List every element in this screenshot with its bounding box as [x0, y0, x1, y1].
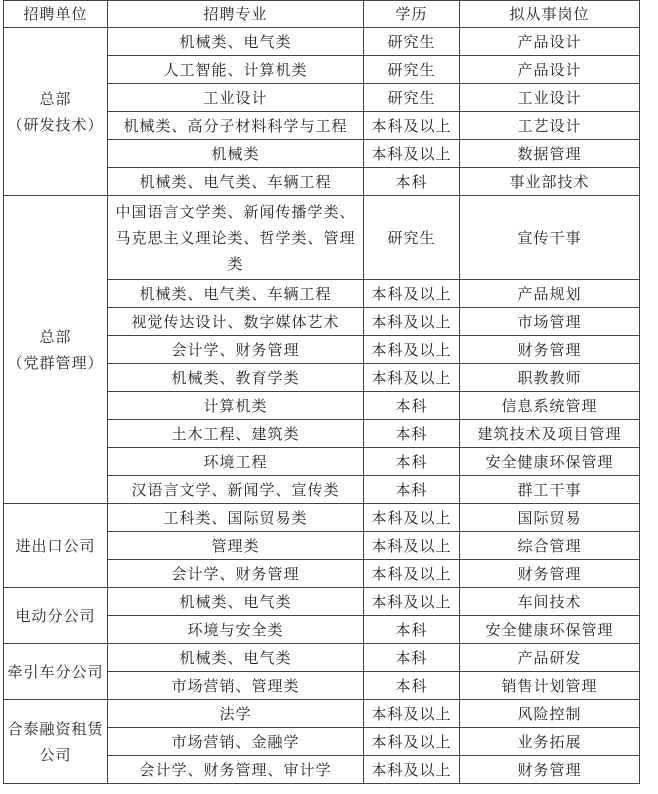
major-cell: 计算机类: [108, 392, 364, 420]
position-cell: 安全健康环保管理: [460, 448, 640, 476]
position-cell: 产品研发: [460, 644, 640, 672]
table-row: [4, 196, 640, 280]
major-cell: 市场营销、金融学: [108, 728, 364, 756]
position-cell: 事业部技术: [460, 168, 640, 196]
major-cell: 机械类、高分子材料科学与工程: [108, 112, 364, 140]
major-cell: 环境与安全类: [108, 616, 364, 644]
major-cell: 机械类、电气类: [108, 588, 364, 616]
header-unit: 招聘单位: [4, 1, 108, 28]
degree-cell: 本科: [364, 392, 460, 420]
degree-cell: 本科: [364, 644, 460, 672]
degree-cell: 本科及以上: [364, 532, 460, 560]
major-cell: 人工智能、计算机类: [108, 56, 364, 84]
position-cell: 产品规划: [460, 280, 640, 308]
major-cell: 视觉传达设计、数字媒体艺术: [108, 308, 364, 336]
major-cell: 工科类、国际贸易类: [108, 504, 364, 532]
major-cell: 机械类、教育学类: [108, 364, 364, 392]
major-cell: 市场营销、管理类: [108, 672, 364, 700]
unit-cell: 总部 （党群管理）: [4, 196, 108, 504]
major-cell: 机械类、电气类: [108, 644, 364, 672]
position-cell: 工艺设计: [460, 112, 640, 140]
position-cell: 市场管理: [460, 308, 640, 336]
major-cell: 管理类: [108, 532, 364, 560]
position-cell: 风险控制: [460, 700, 640, 728]
degree-cell: 本科及以上: [364, 700, 460, 728]
table-row: [4, 28, 640, 56]
degree-cell: 本科及以上: [364, 308, 460, 336]
degree-cell: 研究生: [364, 196, 460, 280]
degree-cell: 本科及以上: [364, 588, 460, 616]
position-cell: 群工干事: [460, 476, 640, 504]
header-row: [4, 1, 640, 28]
degree-cell: 本科及以上: [364, 112, 460, 140]
position-cell: 安全健康环保管理: [460, 616, 640, 644]
position-cell: 产品设计: [460, 56, 640, 84]
degree-cell: 本科及以上: [364, 756, 460, 784]
major-cell: 法学: [108, 700, 364, 728]
position-cell: 综合管理: [460, 532, 640, 560]
position-cell: 宣传干事: [460, 196, 640, 280]
major-cell: 机械类、电气类、车辆工程: [108, 168, 364, 196]
header-position: 拟从事岗位: [460, 1, 640, 28]
degree-cell: 本科及以上: [364, 560, 460, 588]
major-cell: 汉语言文学、新闻学、宣传类: [108, 476, 364, 504]
recruitment-table: [3, 0, 640, 784]
unit-cell: 进出口公司: [4, 504, 108, 588]
position-cell: 产品设计: [460, 28, 640, 56]
degree-cell: 本科及以上: [364, 280, 460, 308]
degree-cell: 本科及以上: [364, 364, 460, 392]
header-degree: 学历: [364, 1, 460, 28]
major-cell: 机械类: [108, 140, 364, 168]
position-cell: 数据管理: [460, 140, 640, 168]
major-cell: 机械类、电气类、车辆工程: [108, 280, 364, 308]
degree-cell: 本科及以上: [364, 728, 460, 756]
degree-cell: 本科及以上: [364, 504, 460, 532]
table-row: [4, 504, 640, 532]
unit-cell: 总部 （研发技术）: [4, 28, 108, 196]
position-cell: 职教教师: [460, 364, 640, 392]
position-cell: 财务管理: [460, 560, 640, 588]
position-cell: 业务拓展: [460, 728, 640, 756]
header-major: 招聘专业: [108, 1, 364, 28]
major-cell: 会计学、财务管理: [108, 336, 364, 364]
position-cell: 财务管理: [460, 756, 640, 784]
degree-cell: 本科: [364, 476, 460, 504]
degree-cell: 本科及以上: [364, 336, 460, 364]
degree-cell: 研究生: [364, 28, 460, 56]
unit-cell: 牵引车分公司: [4, 644, 108, 700]
degree-cell: 研究生: [364, 56, 460, 84]
position-cell: 工业设计: [460, 84, 640, 112]
major-cell: 机械类、电气类: [108, 28, 364, 56]
major-cell: 工业设计: [108, 84, 364, 112]
unit-cell: 电动分公司: [4, 588, 108, 644]
table-row: [4, 588, 640, 616]
degree-cell: 本科: [364, 168, 460, 196]
table-row: [4, 700, 640, 728]
major-cell: 会计学、财务管理、审计学: [108, 756, 364, 784]
degree-cell: 本科及以上: [364, 140, 460, 168]
unit-cell: 合泰融资租赁 公司: [4, 700, 108, 784]
major-cell: 会计学、财务管理: [108, 560, 364, 588]
major-cell: 中国语言文学类、新闻传播学类、 马克思主义理论类、哲学类、管理 类: [108, 196, 364, 280]
position-cell: 财务管理: [460, 336, 640, 364]
degree-cell: 本科: [364, 672, 460, 700]
degree-cell: 本科: [364, 448, 460, 476]
degree-cell: 研究生: [364, 84, 460, 112]
degree-cell: 本科: [364, 420, 460, 448]
major-cell: 土木工程、建筑类: [108, 420, 364, 448]
table-body: [4, 28, 640, 784]
position-cell: 信息系统管理: [460, 392, 640, 420]
position-cell: 建筑技术及项目管理: [460, 420, 640, 448]
position-cell: 国际贸易: [460, 504, 640, 532]
major-cell: 环境工程: [108, 448, 364, 476]
position-cell: 车间技术: [460, 588, 640, 616]
position-cell: 销售计划管理: [460, 672, 640, 700]
degree-cell: 本科: [364, 616, 460, 644]
table-row: [4, 644, 640, 672]
